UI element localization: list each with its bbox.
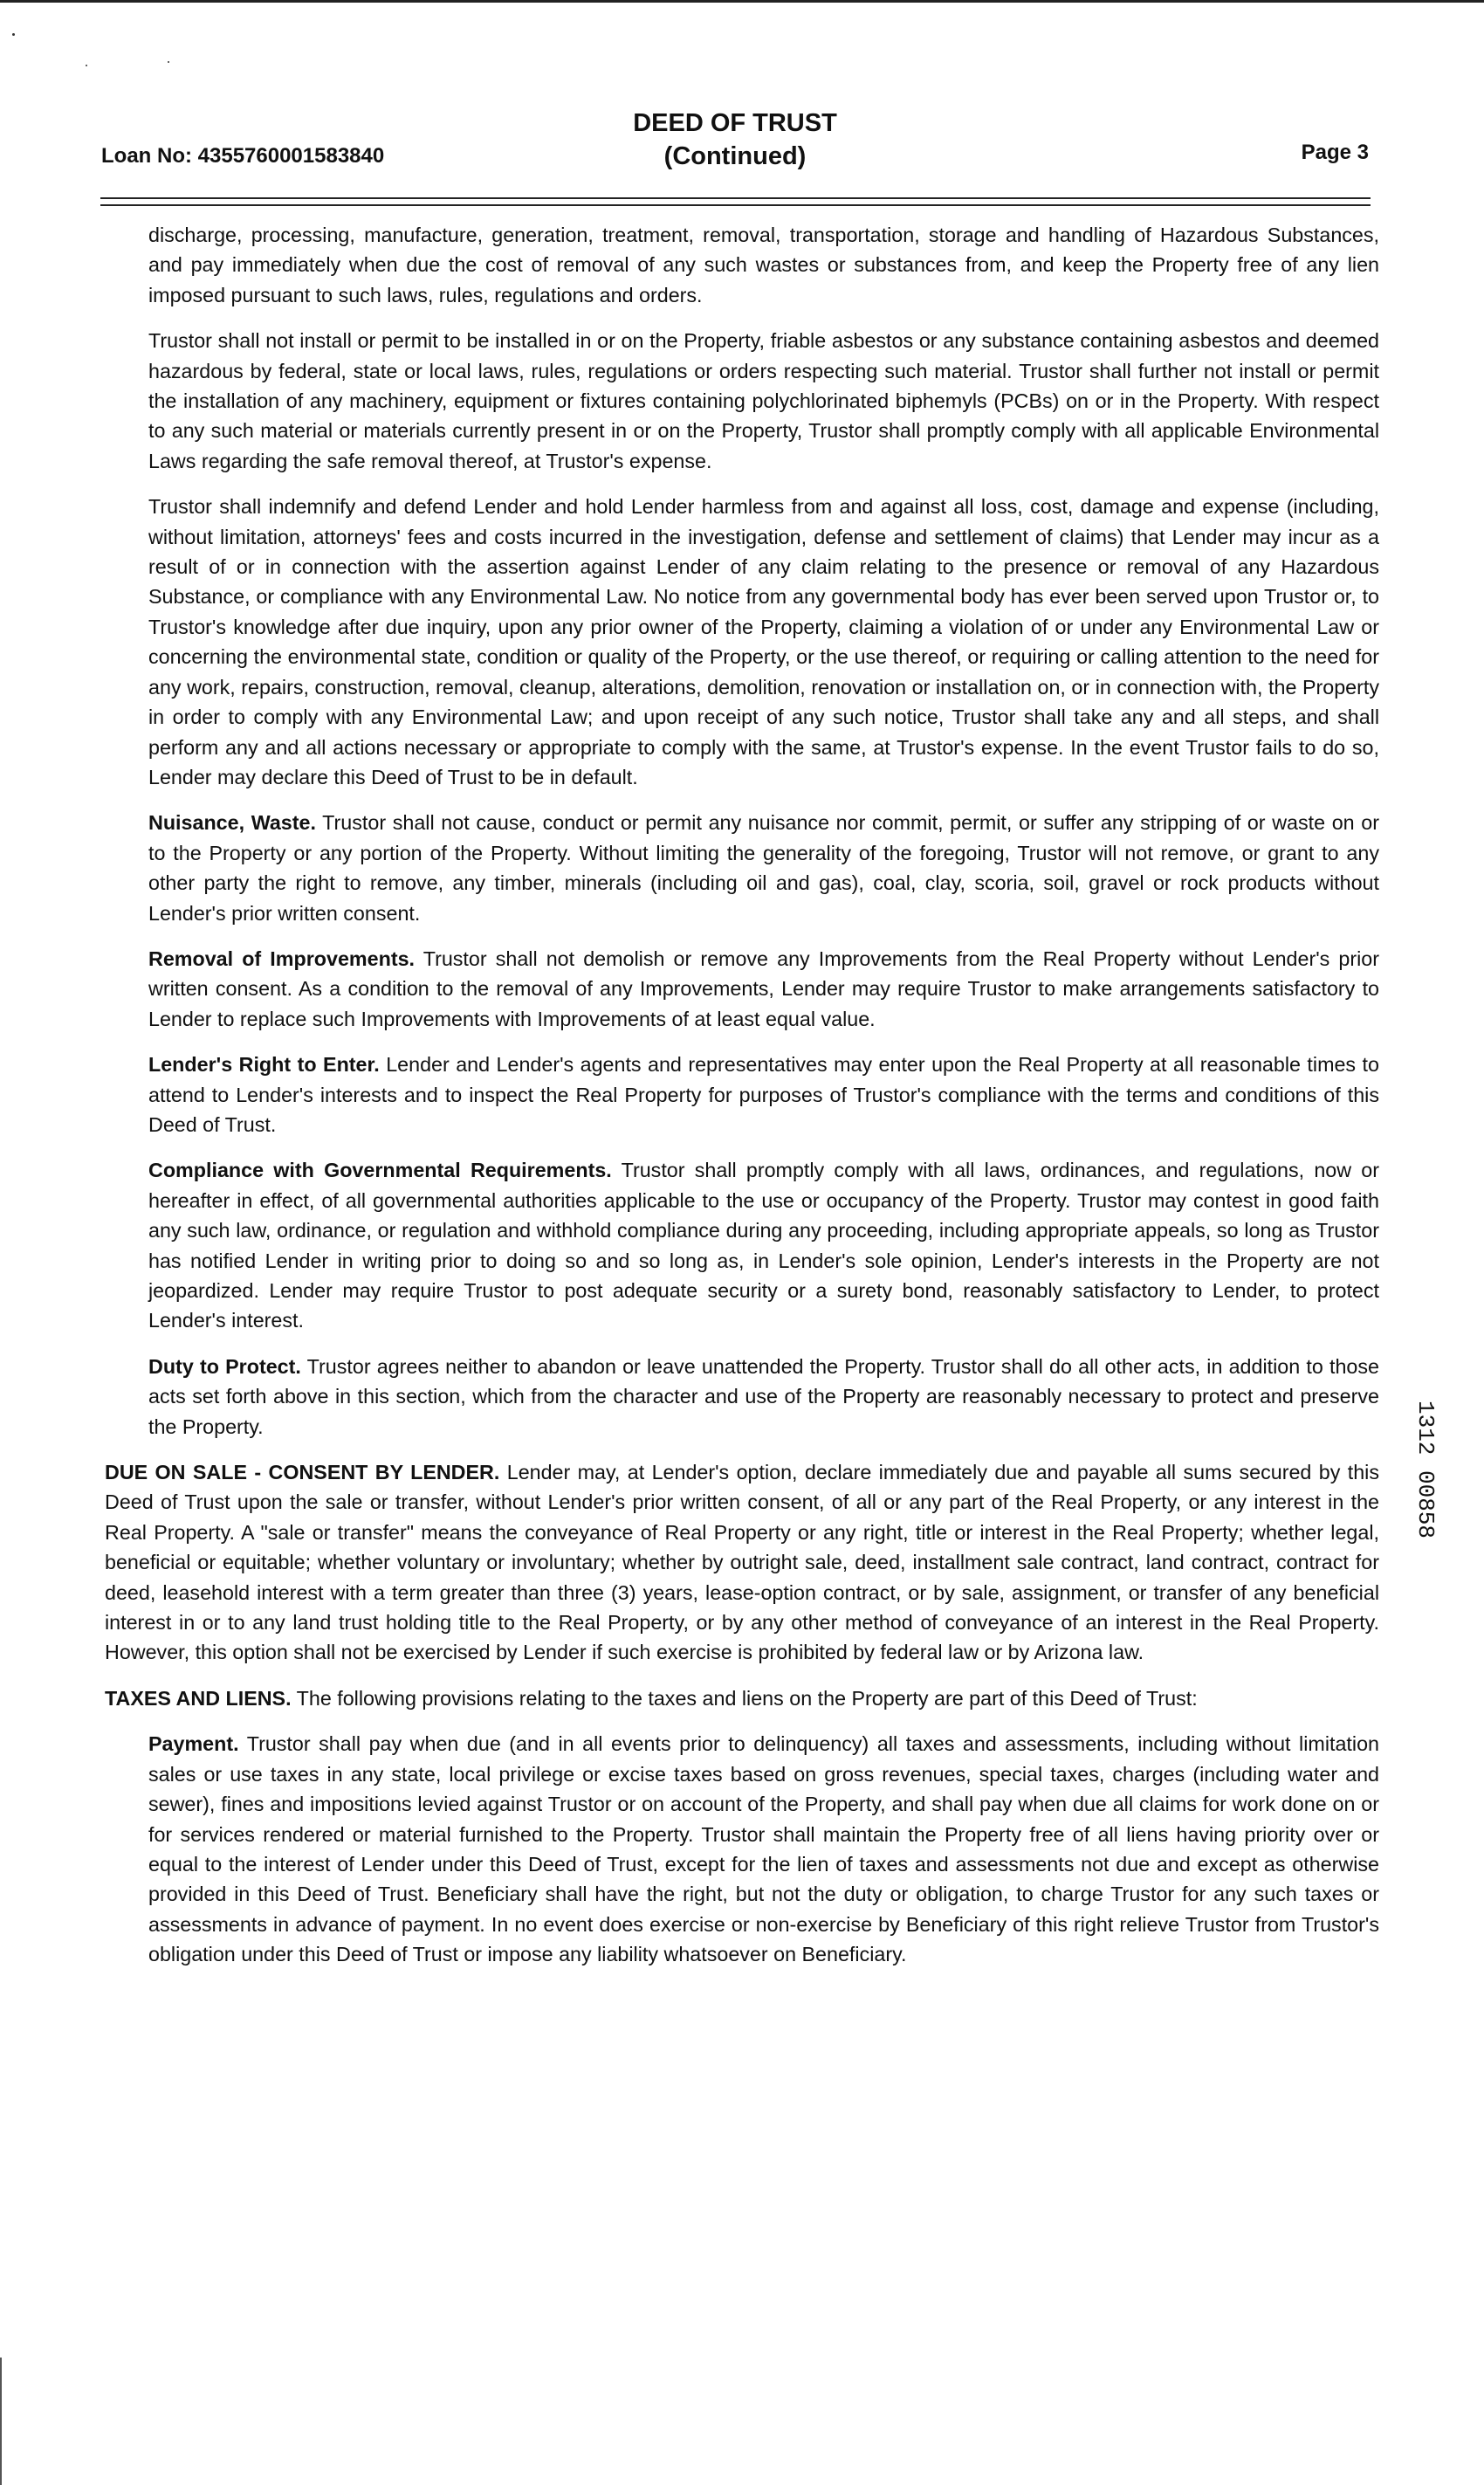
header-rule-bottom: [100, 204, 1371, 206]
section-heading: Payment.: [148, 1732, 239, 1756]
header-rule-top: [100, 197, 1371, 199]
paragraph-asbestos: Trustor shall not install or permit to be installed in or on the Property, friable asbestos or any substance containing asbestos and deemed hazardous by federal, state or local laws, rules, regulations or orders respecting such material. Trustor shall further not install or permit the installation of any machinery, equipment or fixtures containing polychlorinated biphemyls (PCBs) on or in the Property. With respect to any such material or materials currently present in or on the Property, Trustor shall promptly comply with all applicable Environmental Laws regarding the safe removal thereof, at Trustor's expense.: [148, 329, 1379, 472]
section-duty-to-protect: [148, 1352, 1379, 1442]
section-nuisance-waste: [148, 808, 1379, 928]
section-right-to-enter: [148, 1050, 1379, 1139]
page-number: Page 3: [1301, 141, 1369, 164]
section-text: Lender may, at Lender's option, declare immediately due and payable all sums secured by this Deed of Trust upon the sale or transfer, without Lender's prior written consent, of all or any part of the Real Property, or any interest in the Real Property. A "sale or transfer" means the conveyance of Real Property or any right, title or interest in the Real Property; whether legal, beneficial or equitable; whether voluntary or involuntary; whether by outright sale, deed, installment sale contract, land contract, contract for deed, leasehold interest with a term greater than three (3) years, lease-option contract, or by sale, assignment, or transfer of any beneficial interest in or to any land trust holding title to the Real Property, or by any other method of conveyance of an interest in the Real Property. However, this option shall not be exercised by Lender if such exercise is prohibited by federal law or by Arizona law.: [105, 1461, 1379, 1664]
document-body: [105, 220, 1379, 1986]
section-text: Trustor shall pay when due (and in all events prior to delinquency) all taxes and assessments, including without limitation sales or use taxes in any state, local privilege or excise taxes based on gross revenues, special taxes, charges (including water and sewer), fines and impositions levied against Trustor or on account of the Property, and shall pay when due all claims for work done on or for services rendered or material furnished to the Property. Trustor shall maintain the Property free of all liens having priority over or equal to the interest of Lender under this Deed of Trust, except for the lien of taxes and assessments not due and except as otherwise provided in this Deed of Trust. Beneficiary shall have the right, but not the duty or obligation, to charge Trustor for any such taxes or assessments in advance of payment. In no event does exercise or non-exercise by Beneficiary of this right relieve Trustor from Trustor's obligation under this Deed of Trust or impose any liability whatsoever on Beneficiary.: [148, 1732, 1379, 1966]
section-heading: Nuisance, Waste.: [148, 811, 316, 835]
section-heading: DUE ON SALE - CONSENT BY LENDER.: [105, 1461, 500, 1484]
section-taxes-and-liens: [105, 1683, 1379, 1713]
section-text: Lender and Lender's agents and representatives may enter upon the Real Property at all reasonable times to attend to Lender's interests and to inspect the Real Property for purposes of Trustor's compliance with the terms and conditions of this Deed of Trust.: [148, 1053, 1379, 1136]
section-heading: Duty to Protect.: [148, 1354, 301, 1378]
section-due-on-sale: [105, 1457, 1379, 1668]
recording-stamp-page: 00858: [1412, 1470, 1439, 1539]
section-heading: Compliance with Governmental Requirements.: [148, 1159, 612, 1182]
scan-speck: [12, 33, 15, 36]
section-heading: Lender's Right to Enter.: [148, 1053, 380, 1077]
section-text: Trustor shall promptly comply with all laws, ordinances, and regulations, now or hereafter in effect, of all governmental authorities applicable to the use or occupancy of the Property. Trustor may contest in good faith any such law, ordinance, or regulation and withhold compliance during any proceeding, including appropriate appeals, so long as Trustor has notified Lender in writing prior to doing so and so long as, in Lender's sole opinion, Lender's interests in the Property are not jeopardized. Lender may require Trustor to post adequate security or a surety bond, reasonably satisfactory to Lender, to protect Lender's interest.: [148, 1159, 1379, 1332]
document-header: [98, 103, 1372, 173]
scan-speck: [86, 65, 87, 66]
section-text: Trustor agrees neither to abandon or leave unattended the Property. Trustor shall do all other acts, in addition to those acts set forth above in this section, which from the character and use of the Property are reasonably necessary to protect and preserve the Property.: [148, 1354, 1379, 1438]
section-removal-of-improvements: [148, 944, 1379, 1034]
recording-stamp: [1412, 1401, 1447, 1610]
section-payment: [148, 1729, 1379, 1969]
document-title-block: [98, 107, 1372, 173]
section-text: The following provisions relating to the taxes and liens on the Property are part of this Deed of Trust:: [296, 1686, 1198, 1710]
page-top-edge: [0, 0, 1484, 3]
section-text: Trustor shall not cause, conduct or permit any nuisance nor commit, permit, or suffer any stripping of or waste on or to the Property or any portion of the Property. Without limiting the generality of the foregoing, Trustor will not remove, or grant to any other party the right to remove, any timber, minerals (including oil and gas), coal, clay, scoria, soil, gravel or rock products without Lender's prior written consent.: [148, 811, 1379, 925]
loan-number: Loan No: 4355760001583840: [101, 144, 385, 168]
document-title: DEED OF TRUST: [633, 109, 837, 137]
section-compliance: [148, 1155, 1379, 1335]
scan-edge-mark: [0, 2358, 2, 2485]
section-heading: TAXES AND LIENS.: [105, 1686, 292, 1710]
recording-stamp-book: 1312: [1412, 1401, 1439, 1456]
paragraph-indemnify: Trustor shall indemnify and defend Lender and hold Lender harmless from and against all loss, cost, damage and expense (including, without limitation, attorneys' fees and costs incurred in the investigation, defense and settlement of claims) that Lender may incur as a result of or in connection with the assertion against Lender of any claim relating to the presence or removal of any Hazardous Substance, or compliance with any Environmental Law. No notice from any governmental body has ever been served upon Trustor or, to Trustor's knowledge after due inquiry, upon any prior owner of the Property, claiming a violation of or under any Environmental Law or concerning the environmental state, condition or quality of the Property, or the use thereof, or requiring or calling attention to the need for any work, repairs, construction, removal, cleanup, alterations, demolition, renovation or installation on, or in connection with, the Property in order to comply with any Environmental Law; and upon receipt of any such notice, Trustor shall take any and all steps, and shall perform any and all actions necessary or appropriate to comply with the same, at Trustor's expense. In the event Trustor fails to do so, Lender may declare this Deed of Trust to be in default.: [148, 495, 1379, 788]
section-heading: Removal of Improvements.: [148, 947, 416, 970]
paragraph-hazardous-continued: discharge, processing, manufacture, generation, treatment, removal, transportation, storage and handling of Hazardous Substances, and pay immediately when due the cost of removal of any such wastes or substances from, and keep the Property free of any lien imposed pursuant to such laws, rules, regulations and orders.: [148, 224, 1379, 306]
section-text: Trustor shall not demolish or remove any Improvements from the Real Property without Lender's prior written consent. As a condition to the removal of any Improvements, Lender may require Trustor to make arrangements satisfactory to Lender to replace such Improvements with Improvements of at least equal value.: [148, 947, 1380, 1030]
scan-speck: [168, 61, 169, 63]
document-subtitle: (Continued): [663, 142, 807, 170]
